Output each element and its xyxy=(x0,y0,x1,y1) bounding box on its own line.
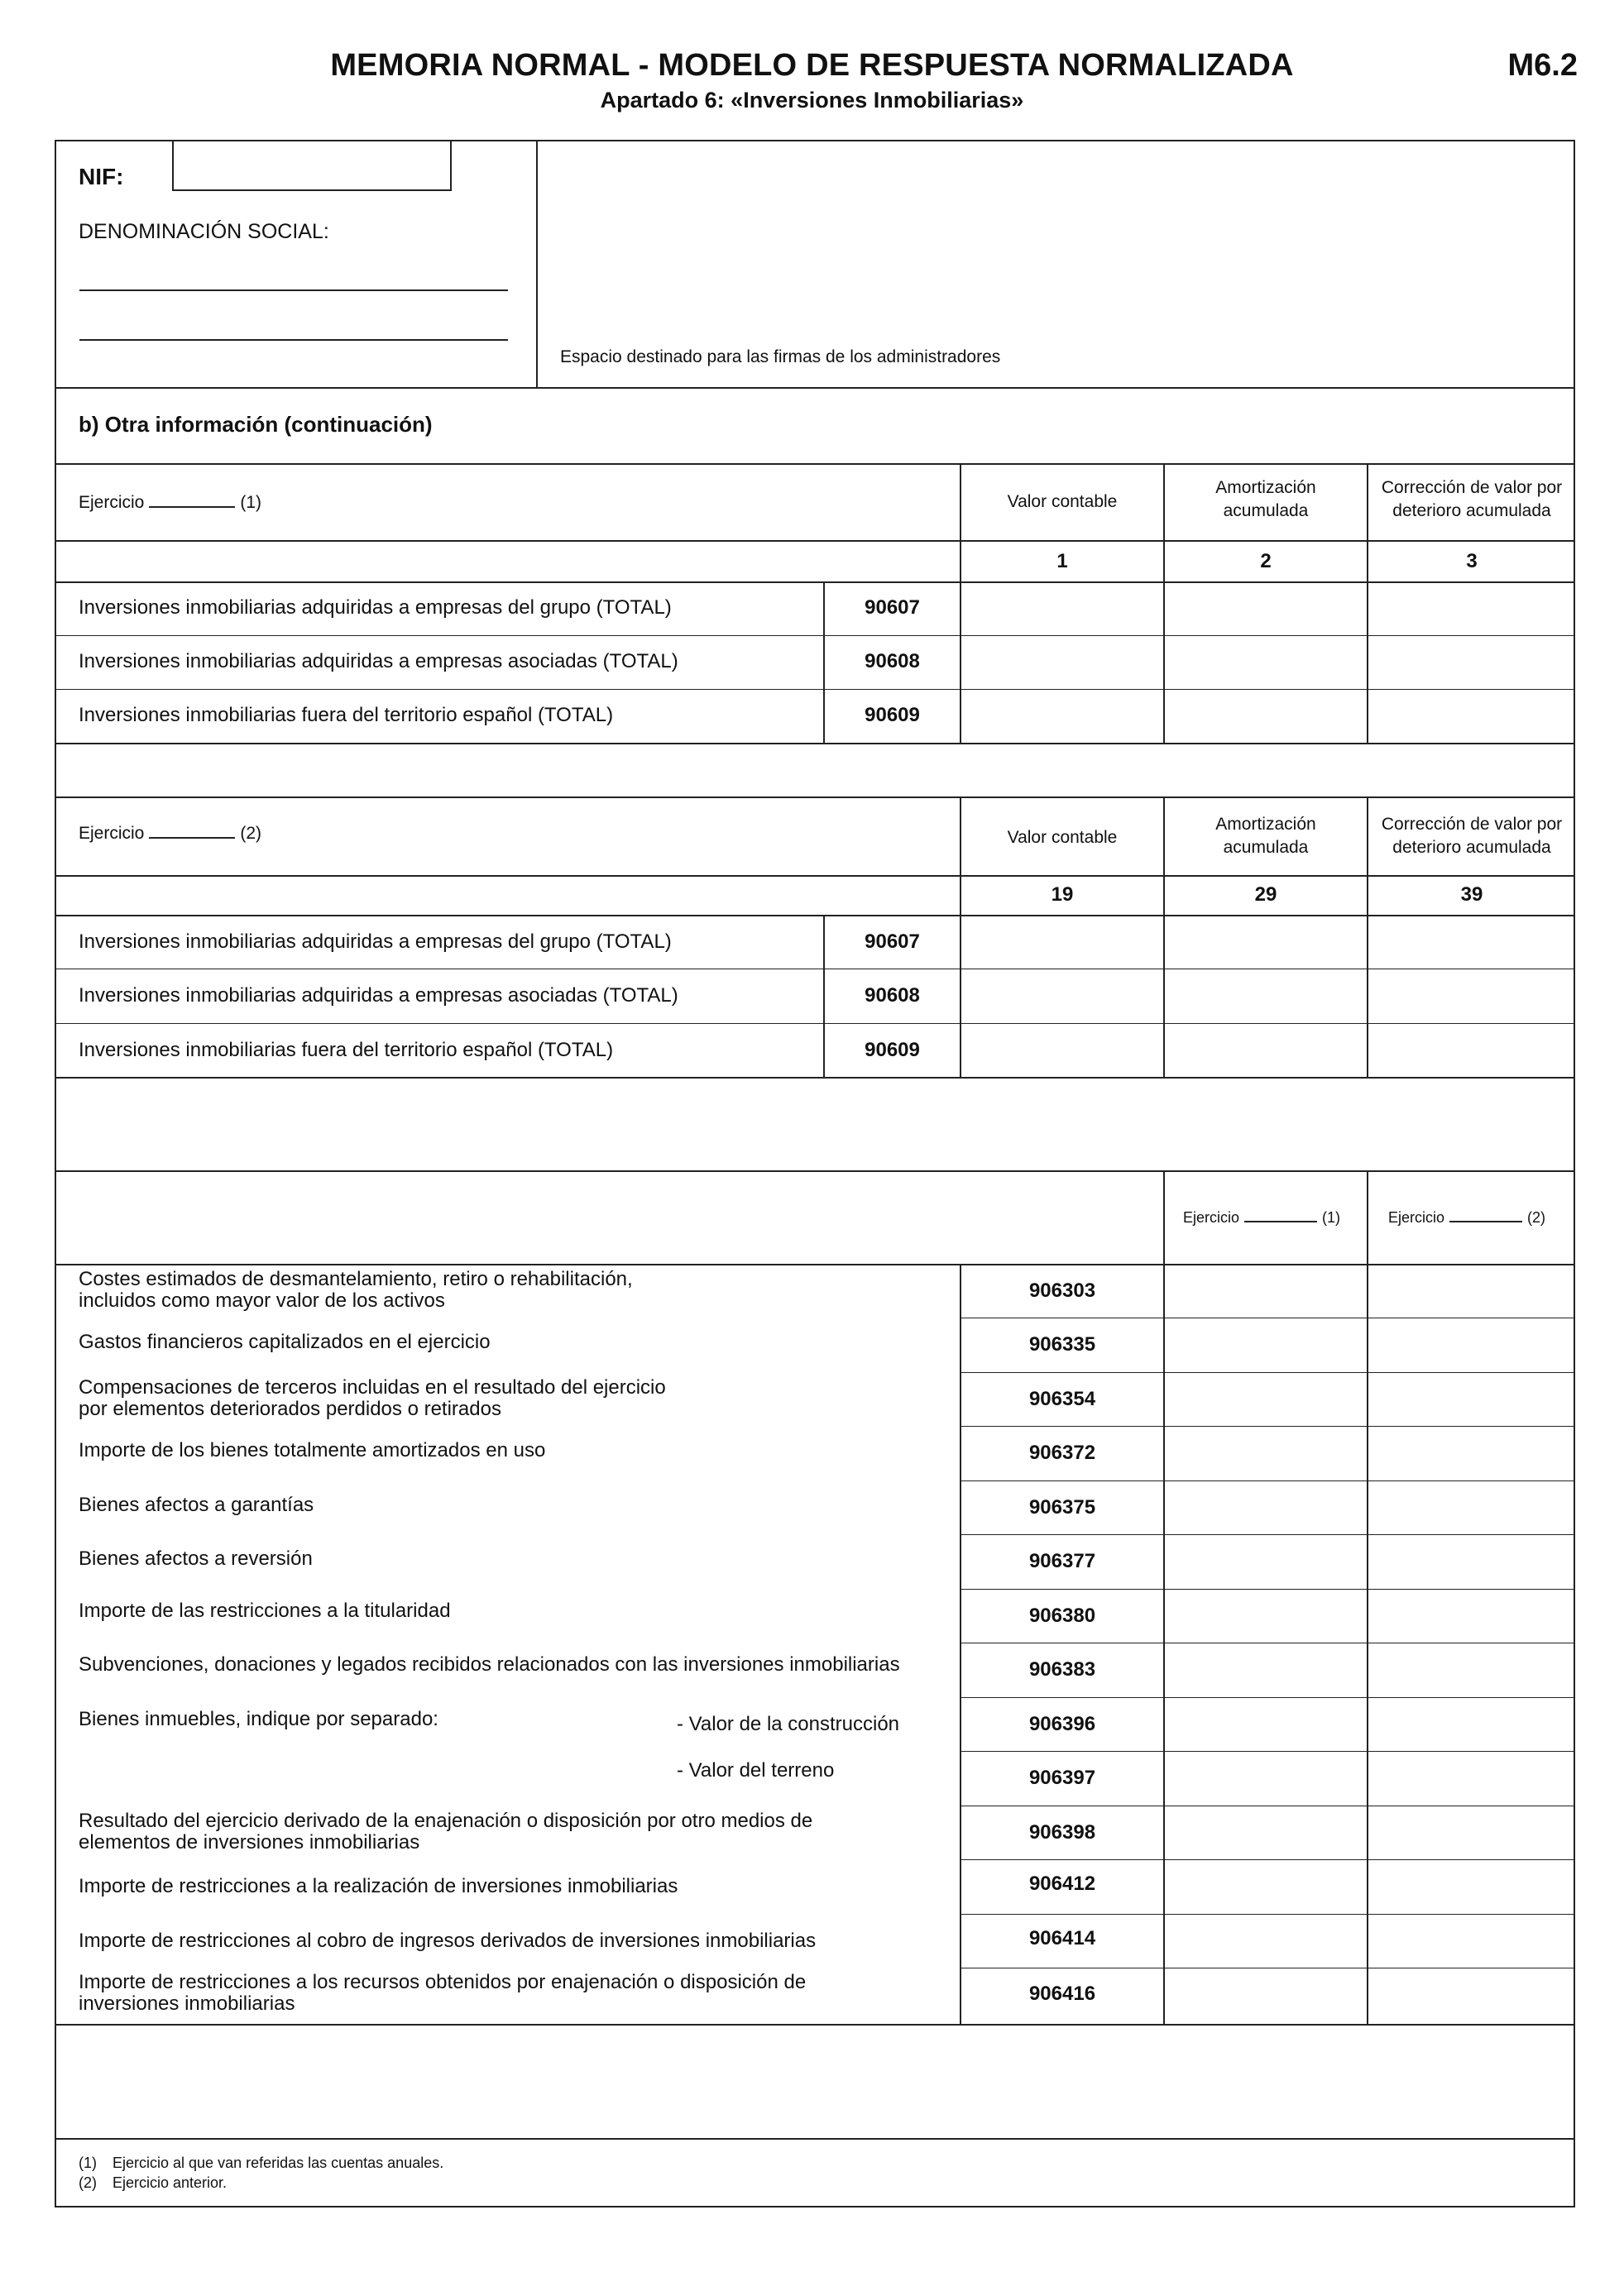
table3-ej2-input[interactable] xyxy=(1368,1807,1574,1858)
table2-r3-valor-input[interactable] xyxy=(961,1025,1163,1077)
table3-row-label: Importe de restricciones a los recursos obtenidos por enajenación o disposición de xyxy=(79,1971,807,1993)
table1-r1-amort-input[interactable] xyxy=(1165,583,1367,635)
table2-r3-correc-input[interactable] xyxy=(1368,1025,1574,1077)
table3-ej1-input[interactable] xyxy=(1165,1536,1367,1588)
table3-row-code: 906383 xyxy=(1028,1658,1096,1681)
form-title: MEMORIA NORMAL - MODELO DE RESPUESTA NORMALIZADA xyxy=(330,48,1294,83)
table3-row-label: Importe de restricciones al cobro de ingresos derivados de inversiones inmobiliarias xyxy=(79,1930,817,1952)
table1-r3-correc-input[interactable] xyxy=(1368,691,1574,743)
table3-row-sublabel: - Valor del terreno xyxy=(677,1759,835,1782)
table2-row-code: 90608 xyxy=(865,984,920,1007)
table3-row-code: 906380 xyxy=(1028,1605,1096,1627)
table1-r3-amort-input[interactable] xyxy=(1165,691,1367,743)
table3-row-code: 906414 xyxy=(1028,1927,1096,1949)
table3-row-code: 906377 xyxy=(1028,1550,1096,1572)
table1-row-code: 90609 xyxy=(865,704,920,726)
table3-col2-blank[interactable] xyxy=(1449,1220,1522,1222)
signature-space-label: Espacio destinado para las firmas de los administradores xyxy=(560,347,1001,366)
table2-colnum-1: 19 xyxy=(1051,883,1074,906)
table3-row-code: 906375 xyxy=(1028,1496,1096,1519)
table3-ej2-input[interactable] xyxy=(1368,1699,1574,1750)
table1-col-amort-1: Amortización xyxy=(1215,478,1316,497)
footnote-num: (1) xyxy=(79,2155,97,2171)
table3-ej1-input[interactable] xyxy=(1165,1265,1367,1317)
table2-col-correc-1: Corrección de valor por xyxy=(1381,815,1563,834)
table3-row-label-cont: elementos de inversiones inmobiliarias xyxy=(79,1831,420,1854)
table2-row-code: 90609 xyxy=(865,1039,920,1061)
nif-label: NIF: xyxy=(79,164,124,189)
table2-r2-amort-input[interactable] xyxy=(1165,970,1367,1023)
table2-colnum-2: 29 xyxy=(1254,883,1277,906)
table1-r2-amort-input[interactable] xyxy=(1165,637,1367,689)
table2-r1-valor-input[interactable] xyxy=(961,916,1163,969)
table3-row-label: Importe de restricciones a la realización de inversiones inmobiliarias xyxy=(79,1875,678,1897)
table2-r1-correc-input[interactable] xyxy=(1368,916,1574,969)
table1-col-correc-2: deterioro acumulada xyxy=(1392,501,1551,520)
table3-ej2-input[interactable] xyxy=(1368,1753,1574,1805)
table2-r2-correc-input[interactable] xyxy=(1368,970,1574,1023)
table2-row-code: 90607 xyxy=(865,930,920,953)
table1-row-label: Inversiones inmobiliarias adquiridas a empresas del grupo (TOTAL) xyxy=(79,596,672,619)
table3-row-code: 906416 xyxy=(1028,1983,1096,2005)
table1-row-label: Inversiones inmobiliarias fuera del territorio español (TOTAL) xyxy=(79,704,614,726)
table3-row-label: Subvenciones, donaciones y legados recibidos relacionados con las inversiones inmobiliarias xyxy=(79,1653,900,1676)
table3-ej1-input[interactable] xyxy=(1165,1374,1367,1425)
table3-ej2-input[interactable] xyxy=(1368,1861,1574,1913)
table3-ej2-input[interactable] xyxy=(1368,1374,1574,1425)
form-subtitle: Apartado 6: «Inversiones Inmobiliarias» xyxy=(600,88,1024,112)
table3-ej1-input[interactable] xyxy=(1165,1590,1367,1642)
footnote-text: Ejercicio al que van referidas las cuentas anuales. xyxy=(113,2155,444,2171)
table3-ej2-input[interactable] xyxy=(1368,1916,1574,1967)
table1-r3-valor-input[interactable] xyxy=(961,691,1163,743)
denominacion-line-1[interactable] xyxy=(79,289,508,291)
table3-ej2-input[interactable] xyxy=(1368,1969,1574,2023)
table3-col2-header: Ejercicio (2) xyxy=(1388,1209,1546,1226)
table3-row-label: Bienes afectos a reversión xyxy=(79,1547,313,1570)
table3-row-code: 906335 xyxy=(1028,1333,1096,1356)
footnote-num: (2) xyxy=(79,2174,97,2191)
table3-row-label: Bienes inmuebles, indique por separado: xyxy=(79,1708,438,1730)
table3-row-label: Compensaciones de terceros incluidas en el resultado del ejercicio xyxy=(79,1376,666,1399)
table1-colnum-2: 2 xyxy=(1260,550,1272,572)
table2-col-correc-2: deterioro acumulada xyxy=(1392,838,1551,857)
table1-ejercicio: Ejercicio (1) xyxy=(79,493,262,512)
table2-row-label: Inversiones inmobiliarias adquiridas a empresas asociadas (TOTAL) xyxy=(79,984,678,1007)
signature-space[interactable] xyxy=(538,141,1574,385)
table3-ej2-input[interactable] xyxy=(1368,1536,1574,1588)
table3-row-code: 906397 xyxy=(1028,1767,1096,1789)
table3-row-code: 906398 xyxy=(1028,1821,1096,1844)
table3-row-label: Gastos financieros capitalizados en el ejercicio xyxy=(79,1331,491,1353)
table3-row-label: Importe de las restricciones a la titularidad xyxy=(79,1600,451,1622)
table1-r1-correc-input[interactable] xyxy=(1368,583,1574,635)
table3-ej1-input[interactable] xyxy=(1165,1699,1367,1750)
table2-r1-amort-input[interactable] xyxy=(1165,916,1367,969)
table3-row-code: 906412 xyxy=(1028,1873,1096,1895)
table2-ejercicio-blank[interactable] xyxy=(149,836,235,839)
table3-ej2-input[interactable] xyxy=(1368,1319,1574,1371)
table3-ej1-input[interactable] xyxy=(1165,1319,1367,1371)
table3-ej2-input[interactable] xyxy=(1368,1265,1574,1317)
table1-colnum-3: 3 xyxy=(1466,550,1478,572)
table1-col-amort-2: acumulada xyxy=(1223,501,1309,520)
table1-colnum-1: 1 xyxy=(1056,550,1068,572)
table3-ej2-input[interactable] xyxy=(1368,1590,1574,1642)
table2-r3-amort-input[interactable] xyxy=(1165,1025,1367,1077)
table3-ej1-input[interactable] xyxy=(1165,1916,1367,1967)
footnote-text: Ejercicio anterior. xyxy=(113,2174,228,2191)
table2-col-amort-2: acumulada xyxy=(1223,838,1309,857)
table1-r2-correc-input[interactable] xyxy=(1368,637,1574,689)
table3-row-code: 906303 xyxy=(1028,1280,1096,1302)
table1-ejercicio-blank[interactable] xyxy=(149,505,235,508)
table3-row-code: 906354 xyxy=(1028,1388,1096,1410)
table3-ej2-input[interactable] xyxy=(1368,1428,1574,1480)
table3-ej2-input[interactable] xyxy=(1368,1644,1574,1696)
table2-row-label: Inversiones inmobiliarias fuera del territorio español (TOTAL) xyxy=(79,1039,614,1061)
nif-field[interactable] xyxy=(172,140,452,191)
table2-col-amort-1: Amortización xyxy=(1215,815,1316,834)
table1-col-valor: Valor contable xyxy=(1007,492,1118,511)
table3-row-label: Costes estimados de desmantelamiento, retiro o rehabilitación, xyxy=(79,1268,633,1290)
section-b-title: b) Otra información (continuación) xyxy=(79,412,433,437)
table3-row-label-cont: por elementos deteriorados perdidos o retirados xyxy=(79,1398,501,1420)
table3-row-code: 906372 xyxy=(1028,1442,1096,1464)
table3-row-label-cont: inversiones inmobiliarias xyxy=(79,1992,295,2015)
table2-ejercicio: Ejercicio (2) xyxy=(79,824,262,843)
table2-col-valor: Valor contable xyxy=(1007,828,1118,847)
table3-ej1-input[interactable] xyxy=(1165,1807,1367,1858)
table3-ej1-input[interactable] xyxy=(1165,1753,1367,1805)
table3-row-label-cont: incluidos como mayor valor de los activos xyxy=(79,1289,445,1312)
table1-r2-valor-input[interactable] xyxy=(961,637,1163,689)
table1-row-code: 90607 xyxy=(865,596,920,619)
table1-col-correc-1: Corrección de valor por xyxy=(1381,478,1563,497)
table3-ej1-input[interactable] xyxy=(1165,1861,1367,1913)
table3-ej1-input[interactable] xyxy=(1165,1969,1367,2023)
table3-ej1-input[interactable] xyxy=(1165,1428,1367,1480)
table2-r2-valor-input[interactable] xyxy=(961,970,1163,1023)
table3-row-label: Importe de los bienes totalmente amortizados en uso xyxy=(79,1439,546,1461)
table3-row-label: Bienes afectos a garantías xyxy=(79,1494,314,1516)
table2-colnum-3: 39 xyxy=(1460,883,1483,906)
table3-row-code: 906396 xyxy=(1028,1713,1096,1735)
table1-r1-valor-input[interactable] xyxy=(961,583,1163,635)
table3-ej1-input[interactable] xyxy=(1165,1482,1367,1533)
table1-row-code: 90608 xyxy=(865,650,920,672)
model-code: M6.2 xyxy=(1507,48,1578,83)
denominacion-line-2[interactable] xyxy=(79,339,508,341)
table1-row-label: Inversiones inmobiliarias adquiridas a empresas asociadas (TOTAL) xyxy=(79,650,678,672)
table3-row-sublabel: - Valor de la construcción xyxy=(677,1713,900,1735)
denominacion-label: DENOMINACIÓN SOCIAL: xyxy=(79,220,329,243)
table2-row-label: Inversiones inmobiliarias adquiridas a empresas del grupo (TOTAL) xyxy=(79,930,672,953)
table3-col1-header: Ejercicio (1) xyxy=(1183,1209,1341,1226)
table3-ej1-input[interactable] xyxy=(1165,1644,1367,1696)
table3-col1-blank[interactable] xyxy=(1244,1220,1317,1222)
table3-row-label: Resultado del ejercicio derivado de la enajenación o disposición por otro medios de xyxy=(79,1810,813,1832)
table3-ej2-input[interactable] xyxy=(1368,1482,1574,1533)
